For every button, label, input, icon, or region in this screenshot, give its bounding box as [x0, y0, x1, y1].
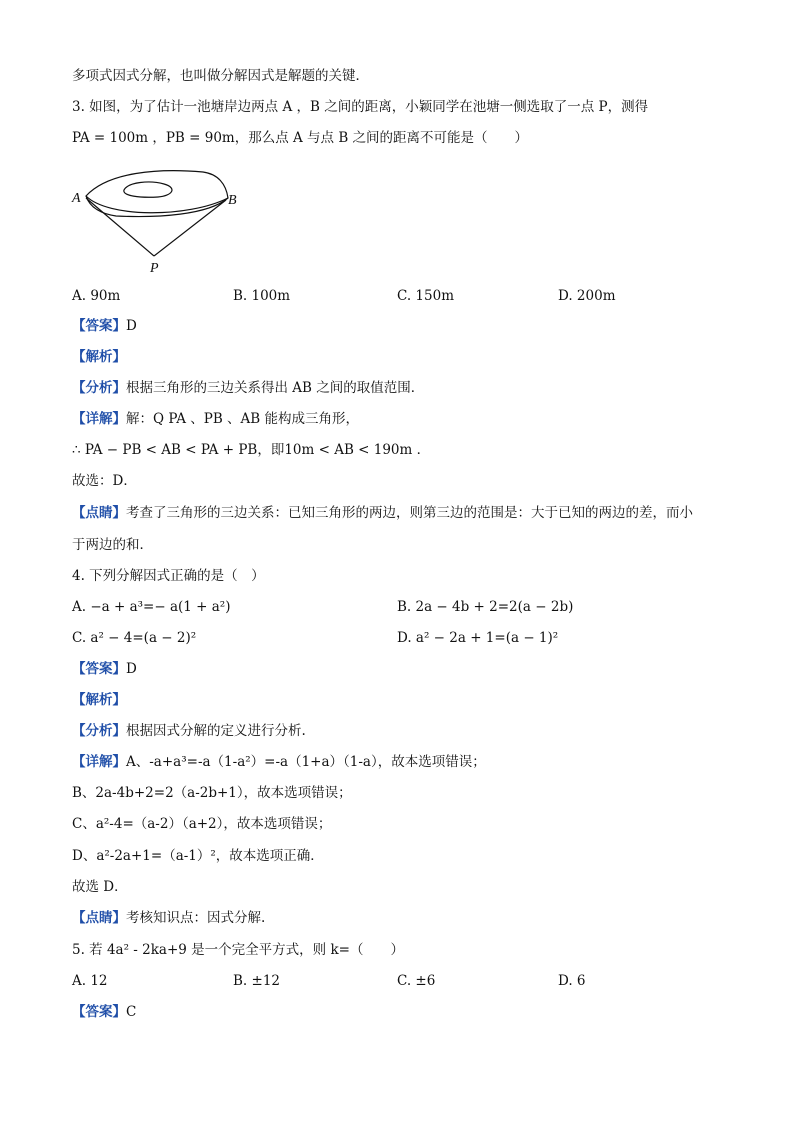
dianjing-text: 考核知识点：因式分解.: [126, 910, 266, 926]
dianjing-tag: 【点睛】: [72, 505, 126, 521]
label-a: A: [72, 191, 81, 206]
intro-line: 多项式因式分解，也叫做分解因式是解题的关键．: [72, 68, 369, 84]
question-5-stem: 5. 若 4a² - 2ka+9 是一个完全平方式，则 k=（ ）: [72, 942, 404, 958]
q3-dianjing: [72, 503, 693, 523]
q4-fenxi: [72, 721, 306, 741]
q4-option-b-analysis: B、2a-4b+2=2（a-2b+1），故本选项错误；: [72, 785, 352, 801]
xiangjie-tag: 【详解】: [72, 754, 126, 770]
question-3-stem: 3. 如图，为了估计一池塘岸边两点 A ，B 之间的距离，小颖同学在池塘一侧选取了一点 P，测得: [72, 99, 649, 115]
q3-guxuan: 故选：D．: [72, 473, 137, 489]
q5-option-c: C. ±6: [397, 973, 436, 989]
pond-island: [124, 182, 172, 197]
q4-guxuan: 故选 D．: [72, 879, 128, 895]
xiangjie-text: A、-a+a³=-a（1-a²）=-a（1+a）（1-a），故本选项错误；: [126, 754, 486, 770]
q5-option-a: A. 12: [72, 973, 108, 989]
fenxi-tag: 【分析】: [72, 380, 126, 396]
answer-tag: 【答案】: [72, 661, 126, 677]
q4-option-a: A. −a + a³=− a(1 + a²): [72, 599, 231, 615]
answer-tag: 【答案】: [72, 318, 126, 334]
answer-tag: 【答案】: [72, 1004, 126, 1020]
pond-bank-arc: [86, 196, 228, 213]
q4-option-d: D. a² − 2a + 1=(a − 1)²: [397, 630, 559, 646]
xiangjie-text: 解：Q PA 、PB 、AB 能构成三角形，: [126, 411, 359, 427]
q4-option-d-analysis: D、a²-2a+1=（a-1）²，故本选项正确．: [72, 848, 324, 864]
q3-answer: [72, 316, 137, 336]
answer-value: C: [126, 1004, 137, 1020]
q4-xiangjie: [72, 752, 486, 772]
q4-option-c-analysis: C、a²-4=（a-2）（a+2），故本选项错误；: [72, 816, 332, 832]
answer-value: D: [126, 661, 137, 677]
xiangjie-tag: 【详解】: [72, 411, 126, 427]
fenxi-tag: 【分析】: [72, 723, 126, 739]
segment-pb: [154, 200, 226, 256]
dianjing-tag: 【点睛】: [72, 910, 126, 926]
q3-fenxi: [72, 378, 424, 398]
q3-option-b: B. 100m: [233, 288, 291, 304]
q4-jiexi-tag: 【解析】: [72, 692, 126, 708]
question-3-stem-cont: PA = 100m ，PB = 90m，那么点 A 与点 B 之间的距离不可能是（ ）: [72, 130, 529, 146]
question-4-stem: 4. 下列分解因式正确的是（ ）: [72, 568, 265, 584]
fenxi-text: 根据三角形的三边关系得出 AB 之间的取值范围．: [126, 380, 425, 396]
q3-option-a: A. 90m: [72, 288, 121, 304]
q4-option-c: C. a² − 4=(a − 2)²: [72, 630, 197, 646]
q4-dianjing: [72, 908, 265, 928]
q3-option-c: C. 150m: [397, 288, 454, 304]
q5-option-b: B. ±12: [233, 973, 280, 989]
q3-xiangjie: [72, 409, 359, 429]
q4-option-b: B. 2a − 4b + 2=2(a − 2b): [397, 599, 574, 615]
pond-figure: [68, 160, 248, 280]
dianjing-text: 考查了三角形的三边关系：已知三角形的两边，则第三边的范围是：大于已知的两边的差，而小: [126, 505, 693, 521]
label-b: B: [228, 193, 237, 208]
q3-inequality: ∴ PA − PB < AB < PA + PB，即10m < AB < 190m ．: [72, 442, 431, 458]
q3-dianjing-cont: 于两边的和．: [72, 537, 153, 553]
q5-answer: [72, 1002, 136, 1022]
label-p: P: [150, 261, 159, 276]
q4-answer: [72, 659, 137, 679]
fenxi-text: 根据因式分解的定义进行分析.: [126, 723, 306, 739]
q3-option-d: D. 200m: [558, 288, 616, 304]
segment-pa: [86, 198, 154, 256]
q5-option-d: D. 6: [558, 973, 586, 989]
pond-outline: [86, 171, 228, 217]
q3-jiexi-tag: 【解析】: [72, 349, 126, 365]
answer-value: D: [126, 318, 137, 334]
